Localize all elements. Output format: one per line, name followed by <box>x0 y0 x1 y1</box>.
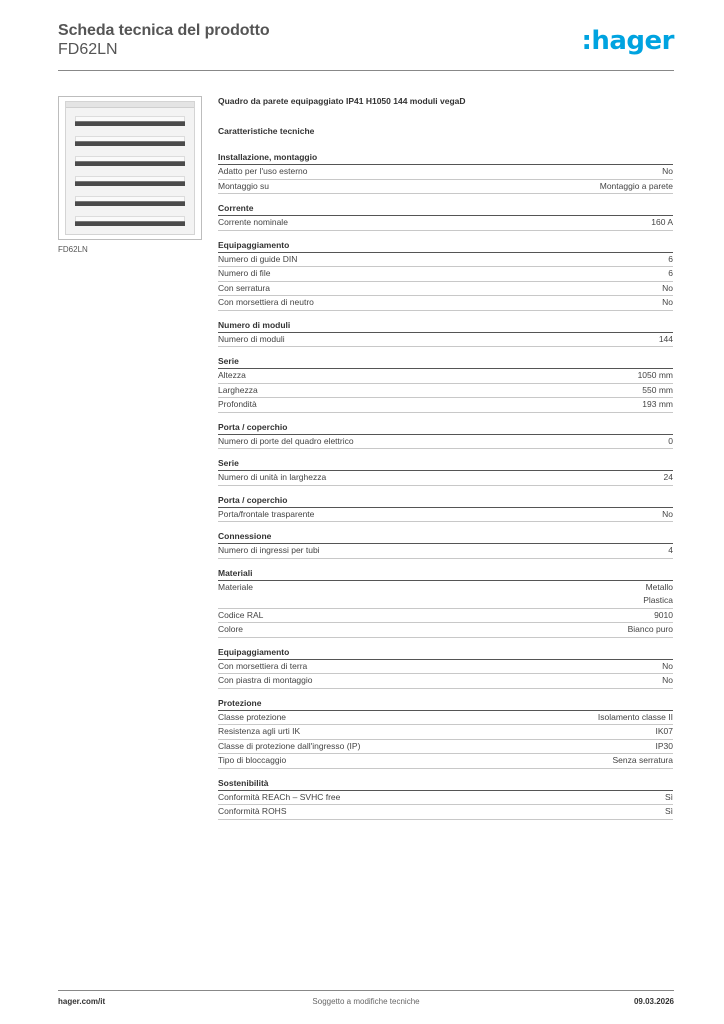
spec-row <box>218 674 673 689</box>
spec-row <box>218 609 673 624</box>
spec-value: No <box>662 166 673 176</box>
product-title: Quadro da parete equipaggiato IP41 H1050 144 moduli vegaD <box>218 96 466 106</box>
spec-section <box>218 646 673 689</box>
spec-label: Montaggio su <box>218 180 270 191</box>
section-title: Materiali <box>218 567 673 581</box>
section-title: Numero di moduli <box>218 319 673 333</box>
spec-value: 24 <box>663 472 673 482</box>
spec-row <box>218 544 673 559</box>
distribution-board-picture <box>65 101 195 235</box>
spec-row <box>218 267 673 282</box>
section-title: Porta / coperchio <box>218 421 673 435</box>
spec-section <box>218 567 673 638</box>
spec-section <box>218 530 673 559</box>
spec-value: 0 <box>668 435 673 446</box>
footer-notice: Soggetto a modifiche tecniche <box>312 997 420 1006</box>
spec-row <box>218 660 673 675</box>
spec-label: Con morsettiera di neutro <box>218 297 314 307</box>
page-footer <box>58 997 674 1011</box>
spec-value: Senza serratura <box>612 755 673 765</box>
footer-divider <box>58 990 674 991</box>
spec-value: 193 mm <box>642 399 673 409</box>
spec-row <box>218 740 673 755</box>
spec-label: Con morsettiera di terra <box>218 660 308 671</box>
spec-row <box>218 282 673 297</box>
spec-sections <box>218 151 673 820</box>
spec-label: Tipo di bloccaggio <box>218 755 287 765</box>
spec-value: 6 <box>668 253 673 264</box>
spec-row <box>218 711 673 726</box>
spec-row <box>218 253 673 268</box>
document-title: Scheda tecnica del prodotto <box>58 22 270 39</box>
spec-section <box>218 239 673 311</box>
spec-value: IP30 <box>655 740 673 751</box>
section-title: Serie <box>218 355 673 369</box>
spec-value: Bianco puro <box>627 624 673 634</box>
spec-label: Con serratura <box>218 282 270 293</box>
spec-row <box>218 216 673 231</box>
spec-label: Classe protezione <box>218 711 287 722</box>
spec-label: Codice RAL <box>218 609 264 620</box>
spec-label: Numero di unità in larghezza <box>218 472 327 482</box>
spec-section <box>218 151 673 194</box>
spec-row <box>218 754 673 769</box>
spec-value: Metallo Plastica <box>643 581 673 605</box>
section-title: Connessione <box>218 530 673 544</box>
spec-section <box>218 457 673 486</box>
spec-label: Porta/frontale trasparente <box>218 508 315 519</box>
spec-section <box>218 421 673 450</box>
spec-value: Montaggio a parete <box>599 180 673 191</box>
spec-label: Numero di porte del quadro elettrico <box>218 435 354 446</box>
spec-label: Adatto per l'uso esterno <box>218 166 308 176</box>
spec-row <box>218 581 673 609</box>
spec-value: 550 mm <box>642 384 673 395</box>
spec-section <box>218 777 673 820</box>
product-code: FD62LN <box>58 41 118 58</box>
spec-value: Isolamento classe II <box>597 711 673 722</box>
spec-value: No <box>662 508 673 519</box>
spec-row <box>218 180 673 195</box>
spec-label: Classe di protezione dall'ingresso (IP) <box>218 740 361 751</box>
spec-value: IK07 <box>655 726 673 736</box>
spec-value: 9010 <box>654 609 673 620</box>
spec-value: 160 A <box>651 217 673 227</box>
spec-row <box>218 398 673 413</box>
section-title: Sostenibilità <box>218 777 673 791</box>
spec-value: No <box>662 675 673 685</box>
spec-label: Profondità <box>218 399 257 409</box>
spec-row <box>218 296 673 311</box>
spec-row <box>218 805 673 820</box>
spec-row <box>218 369 673 384</box>
section-title: Equipaggiamento <box>218 646 673 660</box>
section-title: Porta / coperchio <box>218 494 673 508</box>
page-header <box>58 22 674 70</box>
spec-value: No <box>662 297 673 307</box>
hager-logo: :hager <box>581 26 674 56</box>
section-title: Protezione <box>218 697 673 711</box>
characteristics-heading: Caratteristiche tecniche <box>218 126 315 136</box>
spec-value: No <box>662 660 673 671</box>
spec-value: 1050 mm <box>637 370 673 380</box>
spec-value: No <box>662 282 673 293</box>
spec-label: Conformità REACh – SVHC free <box>218 791 341 802</box>
spec-section <box>218 319 673 348</box>
spec-label: Resistenza agli urti IK <box>218 726 301 736</box>
product-image <box>58 96 202 240</box>
footer-date: 09.03.2026 <box>633 997 674 1006</box>
footer-website[interactable]: hager.com/it <box>58 997 106 1006</box>
spec-label: Numero di file <box>218 268 271 278</box>
spec-row <box>218 471 673 486</box>
spec-value: 6 <box>668 268 673 278</box>
spec-label: Numero di ingressi per tubi <box>218 545 320 555</box>
spec-row <box>218 333 673 348</box>
spec-value: Sì <box>664 791 673 802</box>
spec-label: Con piastra di montaggio <box>218 675 313 685</box>
spec-row <box>218 384 673 399</box>
spec-section <box>218 202 673 231</box>
section-title: Installazione, montaggio <box>218 151 673 165</box>
spec-row <box>218 165 673 180</box>
section-title: Serie <box>218 457 673 471</box>
spec-label: Altezza <box>218 370 246 380</box>
spec-label: Numero di guide DIN <box>218 253 298 264</box>
header-divider <box>58 70 674 71</box>
spec-label: Corrente nominale <box>218 217 288 227</box>
spec-row <box>218 508 673 523</box>
image-caption: FD62LN <box>58 245 88 254</box>
spec-label: Conformità ROHS <box>218 806 287 816</box>
section-title: Corrente <box>218 202 673 216</box>
spec-value: 4 <box>668 545 673 555</box>
spec-row <box>218 435 673 450</box>
spec-section <box>218 355 673 413</box>
spec-row <box>218 791 673 806</box>
spec-row <box>218 725 673 740</box>
spec-label: Colore <box>218 624 244 634</box>
spec-label: Larghezza <box>218 384 258 395</box>
spec-content <box>218 96 673 828</box>
spec-section <box>218 697 673 769</box>
spec-value: Sì <box>664 806 673 816</box>
section-title: Equipaggiamento <box>218 239 673 253</box>
spec-section <box>218 494 673 523</box>
spec-value: 144 <box>658 333 673 344</box>
spec-row <box>218 623 673 638</box>
spec-label: Materiale <box>218 581 253 592</box>
spec-label: Numero di moduli <box>218 333 285 344</box>
